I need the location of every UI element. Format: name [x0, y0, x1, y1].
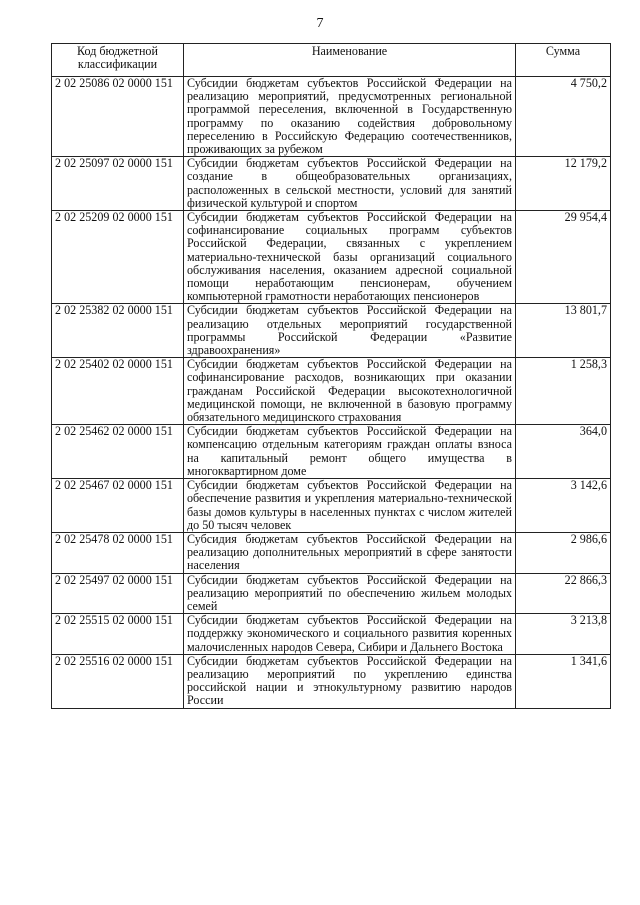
page-number: 7 [316, 16, 324, 31]
row-amount: 3 142,6 [516, 479, 611, 533]
table-row [52, 425, 611, 479]
header-code: Код бюджетной классификации [52, 44, 184, 77]
row-code: 2 02 25402 02 0000 151 [52, 358, 184, 425]
row-code: 2 02 25515 02 0000 151 [52, 614, 184, 655]
row-name: Субсидии бюджетам субъектов Российской Федерации на софинансирование социальных программ субъектов Российской Федерации, связанных с укреплением материально-технической базы организаций социального обслуживания населения, оказанием адресной социальной помощи неработающим пенсионерам, обучением компьютерной грамотности неработающих пенсионеров [184, 211, 516, 304]
row-name: Субсидии бюджетам субъектов Российской Федерации на поддержку экономического и социального развития коренных малочисленных народов Севера, Сибири и Дальнего Востока [184, 614, 516, 655]
row-amount: 22 866,3 [516, 573, 611, 614]
row-amount: 1 258,3 [516, 358, 611, 425]
table-row [52, 479, 611, 533]
table-row [52, 304, 611, 358]
row-code: 2 02 25516 02 0000 151 [52, 654, 184, 708]
row-code: 2 02 25478 02 0000 151 [52, 532, 184, 573]
row-amount: 29 954,4 [516, 211, 611, 304]
table-body [52, 77, 611, 709]
row-code: 2 02 25497 02 0000 151 [52, 573, 184, 614]
budget-table [51, 43, 611, 709]
row-amount: 12 179,2 [516, 157, 611, 211]
header-amount: Сумма [516, 44, 611, 77]
row-code: 2 02 25209 02 0000 151 [52, 211, 184, 304]
row-amount: 2 986,6 [516, 532, 611, 573]
table-row [52, 358, 611, 425]
table-row [52, 211, 611, 304]
row-code: 2 02 25467 02 0000 151 [52, 479, 184, 533]
header-row [52, 44, 611, 77]
row-name: Субсидии бюджетам субъектов Российской Федерации на реализацию отдельных мероприятий государственной программы Российской Федерации «Развитие здравоохранения» [184, 304, 516, 358]
row-code: 2 02 25462 02 0000 151 [52, 425, 184, 479]
table-row [52, 157, 611, 211]
table-row [52, 654, 611, 708]
row-name: Субсидии бюджетам субъектов Российской Федерации на реализацию мероприятий по укреплению единства российской нации и этнокультурному развитию народов России [184, 654, 516, 708]
row-amount: 1 341,6 [516, 654, 611, 708]
row-name: Субсидии бюджетам субъектов Российской Федерации на реализацию мероприятий по обеспечению жильем молодых семей [184, 573, 516, 614]
row-name: Субсидии бюджетам субъектов Российской Федерации на реализацию мероприятий, предусмотренных региональной программой переселения, включенной в Государственную программу по оказанию содействия добровольному переселению в Российскую Федерацию соотечественников, проживающих за рубежом [184, 77, 516, 157]
row-name: Субсидии бюджетам субъектов Российской Федерации на компенсацию отдельным категориям граждан оплаты взноса на капитальный ремонт общего имущества в многоквартирном доме [184, 425, 516, 479]
table-row [52, 614, 611, 655]
header-name: Наименование [184, 44, 516, 77]
row-name: Субсидии бюджетам субъектов Российской Федерации на создание в общеобразовательных организациях, расположенных в сельской местности, условий для занятий физической культурой и спортом [184, 157, 516, 211]
row-amount: 13 801,7 [516, 304, 611, 358]
row-name: Субсидии бюджетам субъектов Российской Федерации на софинансирование расходов, возникающих при оказании гражданам Российской Федерации высокотехнологичной медицинской помощи, не включенной в базовую программу обязательного медицинского страхования [184, 358, 516, 425]
table-row [52, 532, 611, 573]
table-header [52, 44, 611, 77]
row-code: 2 02 25382 02 0000 151 [52, 304, 184, 358]
row-name: Субсидии бюджетам субъектов Российской Федерации на обеспечение развития и укрепления материально-технической базы домов культуры в населенных пунктах с числом жителей до 50 тысяч человек [184, 479, 516, 533]
row-name: Субсидия бюджетам субъектов Российской Федерации на реализацию дополнительных мероприятий в сфере занятости населения [184, 532, 516, 573]
row-code: 2 02 25097 02 0000 151 [52, 157, 184, 211]
row-amount: 3 213,8 [516, 614, 611, 655]
table-row [52, 77, 611, 157]
row-amount: 364,0 [516, 425, 611, 479]
row-code: 2 02 25086 02 0000 151 [52, 77, 184, 157]
row-amount: 4 750,2 [516, 77, 611, 157]
table-row [52, 573, 611, 614]
